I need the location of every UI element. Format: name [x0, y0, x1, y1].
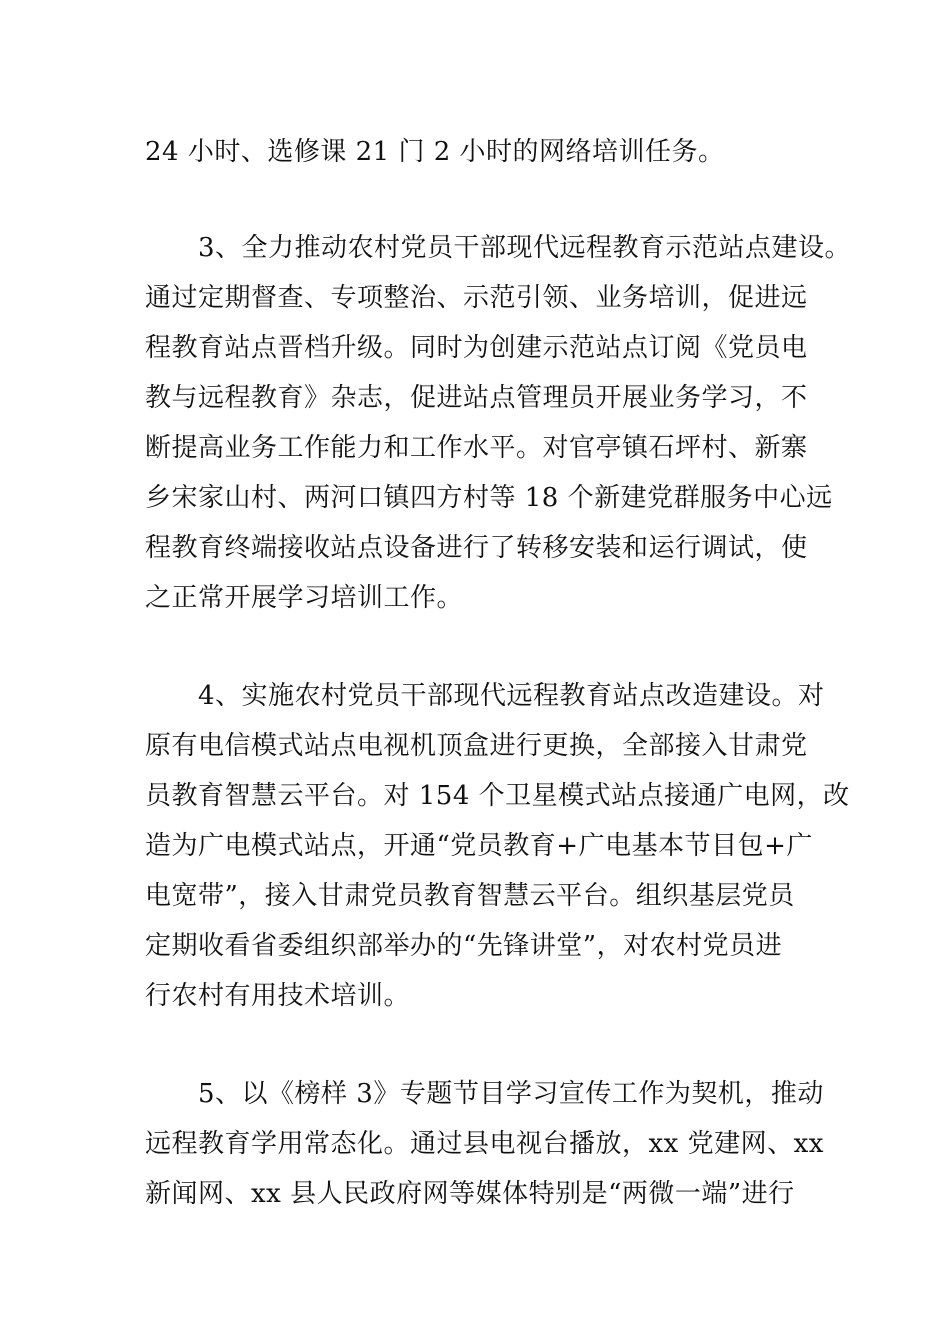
text-line: 24 小时、选修课 21 门 2 小时的网络培训任务。	[145, 137, 725, 167]
text-line: 程教育站点晋档升级。同时为创建示范站点订阅《党员电	[145, 333, 808, 363]
text-line: 通过定期督查、专项整治、示范引领、业务培训，促进远	[145, 283, 808, 313]
text-line: 远程教育学用常态化。通过县电视台播放，xx 党建网、xx	[145, 1129, 824, 1159]
text-line: 行农村有用技术培训。	[145, 981, 411, 1011]
text-line: 乡宋家山村、两河口镇四方村等 18 个新建党群服务中心远	[145, 483, 833, 513]
text-line: 教与远程教育》杂志，促进站点管理员开展业务学习，不	[145, 383, 808, 413]
paragraph-3-heading-line: 3、全力推动农村党员干部现代远程教育示范站点建设。	[198, 233, 852, 263]
text-line: 断提高业务工作能力和工作水平。对官亭镇石坪村、新寨	[145, 433, 808, 463]
paragraph-5-heading-line: 5、以《榜样 3》专题节目学习宣传工作为契机，推动	[198, 1079, 824, 1109]
text-line: 程教育终端接收站点设备进行了转移安装和运行调试，使	[145, 533, 808, 563]
text-line: 员教育智慧云平台。对 154 个卫星模式站点接通广电网，改	[145, 781, 850, 811]
text-line: 原有电信模式站点电视机顶盒进行更换，全部接入甘肃党	[145, 731, 808, 761]
text-line: 新闻网、xx 县人民政府网等媒体特别是“两微一端”进行	[145, 1179, 795, 1209]
text-line: 定期收看省委组织部举办的“先锋讲堂”，对农村党员进	[145, 931, 783, 961]
paragraph-4-heading-line: 4、实施农村党员干部现代远程教育站点改造建设。对	[198, 681, 825, 711]
text-line: 之正常开展学习培训工作。	[145, 583, 464, 613]
text-line: 造为广电模式站点，开通“党员教育+广电基本节目包+广	[145, 831, 813, 861]
text-line: 电宽带”，接入甘肃党员教育智慧云平台。组织基层党员	[145, 881, 795, 911]
